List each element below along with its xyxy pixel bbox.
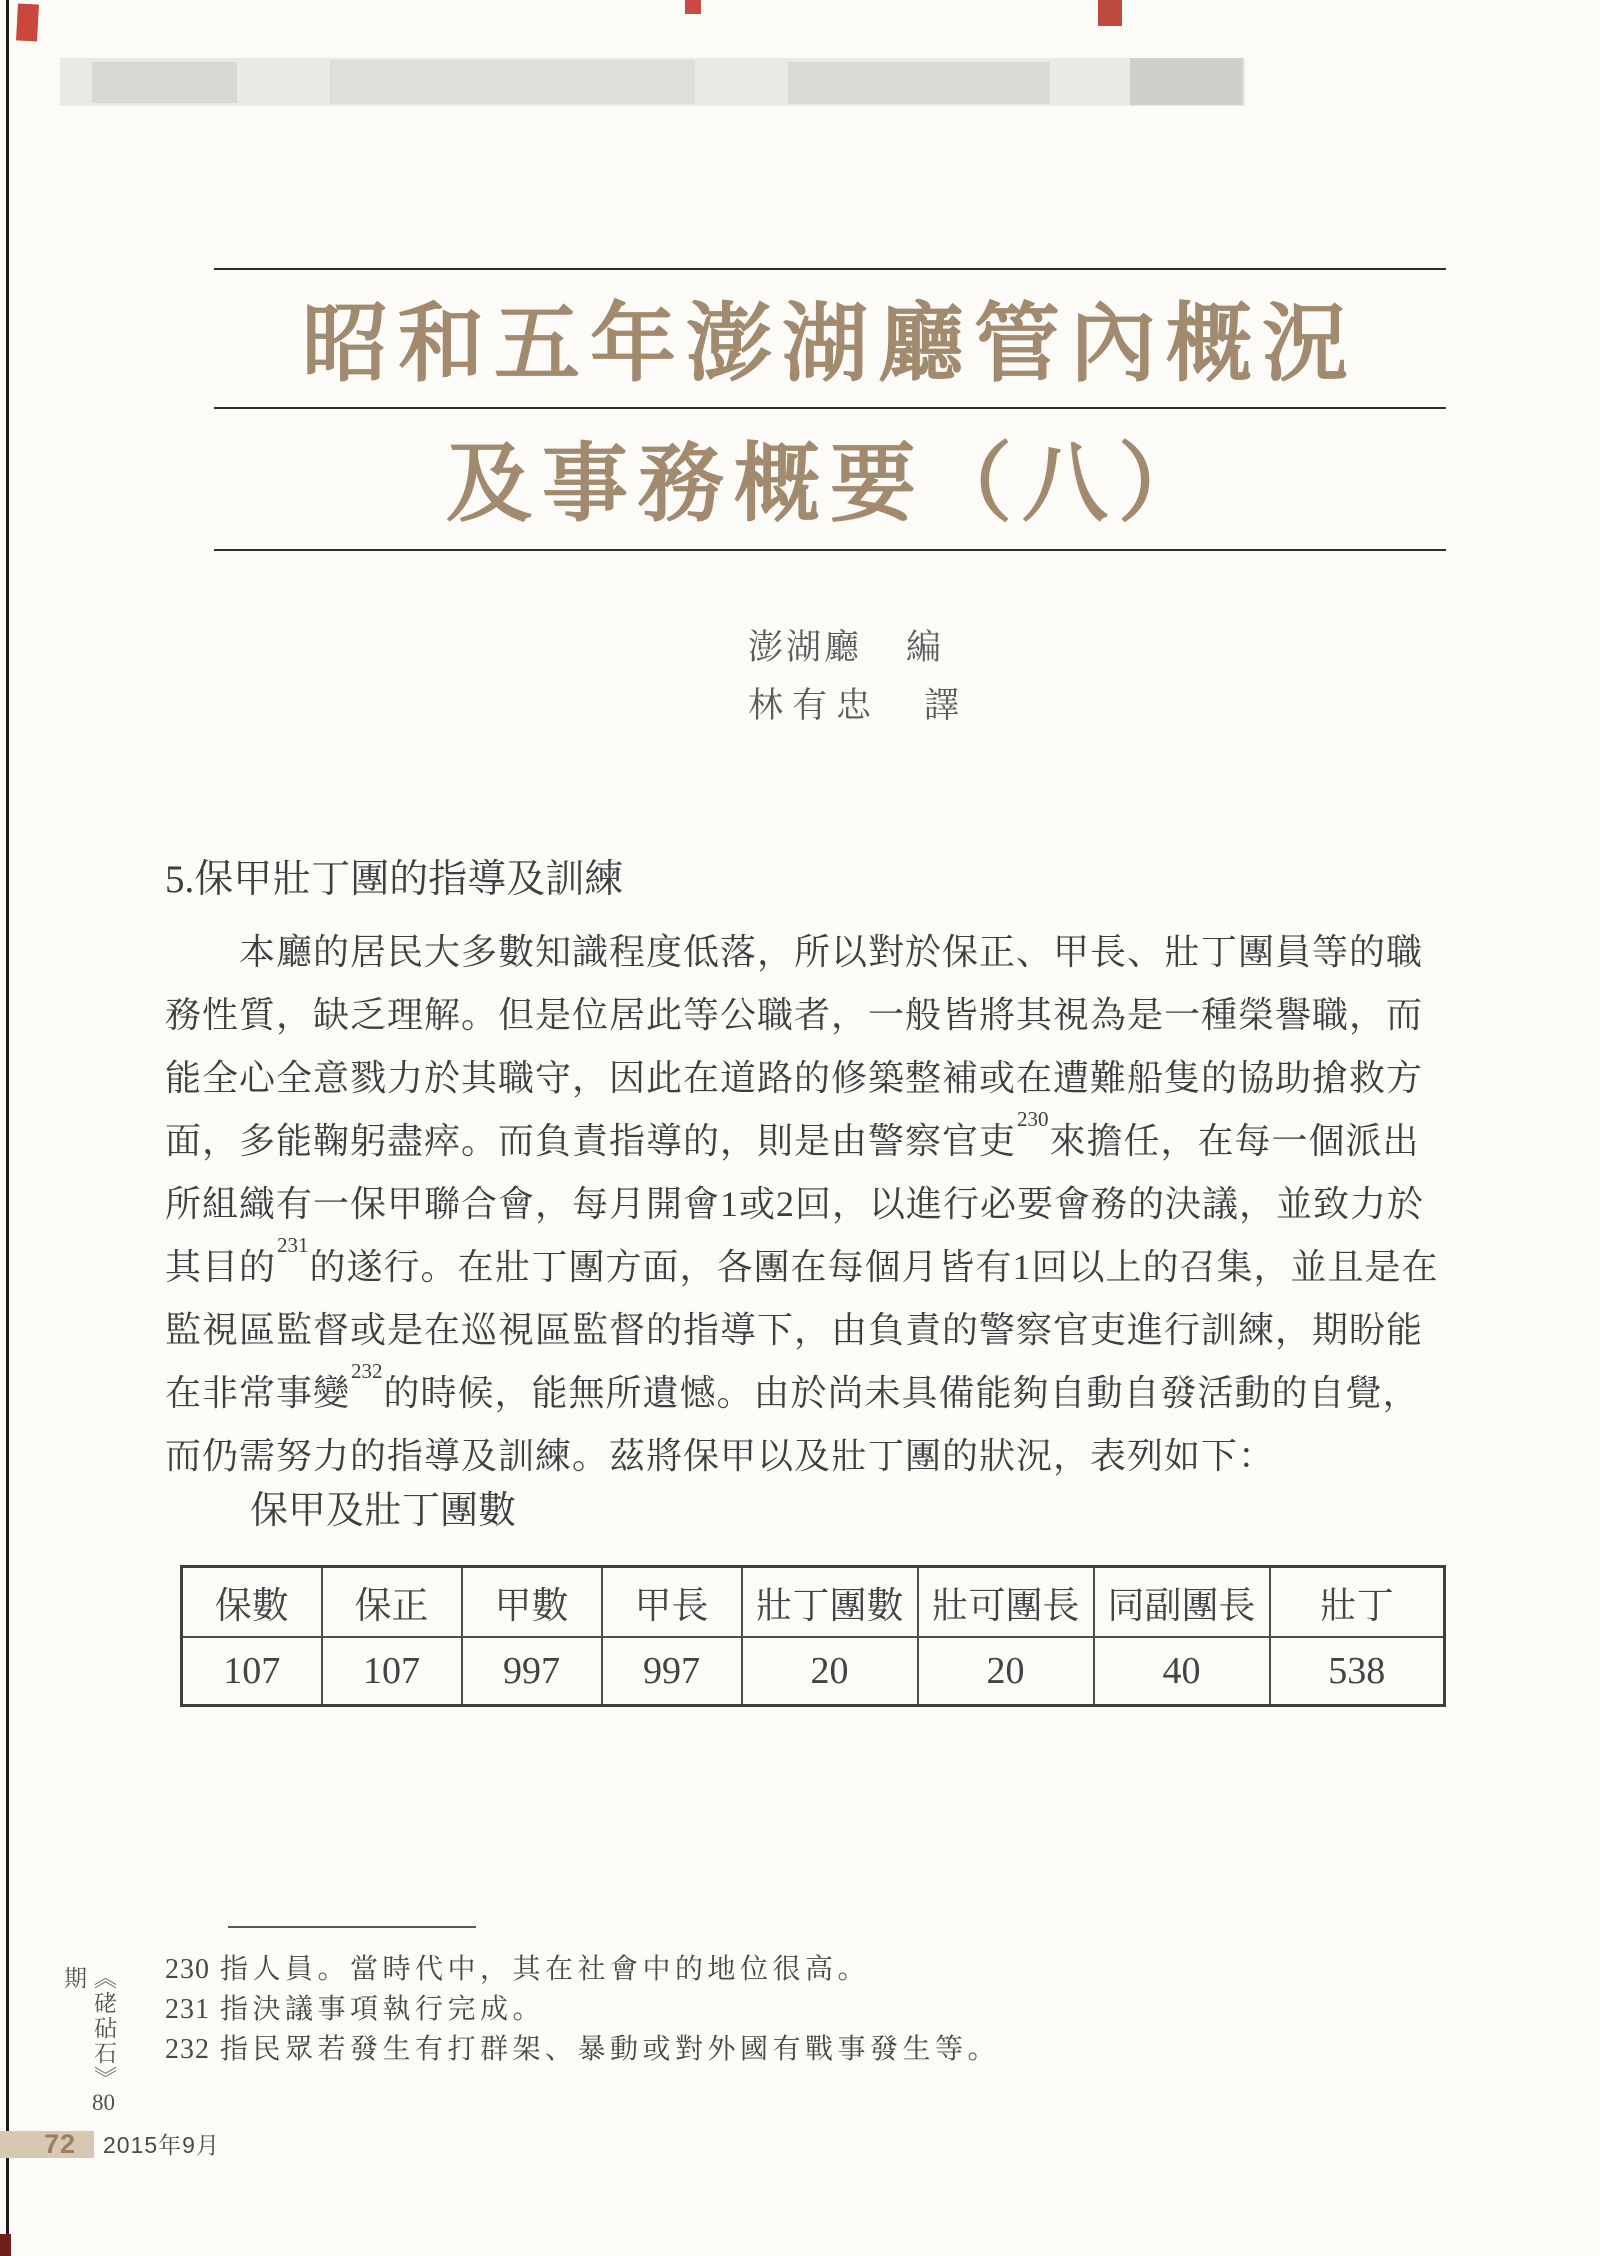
body-text-segment: 的時候，能無所遺憾。由於尚未具備能夠自動自發活動的自覺，: [383, 1373, 1420, 1413]
footnote-reference: 230: [1017, 1107, 1049, 1131]
article-title-line2: 及事務概要（八）: [446, 436, 1214, 532]
body-text-segment: 來擔任，在每一個派出: [1049, 1121, 1420, 1161]
col-header: 保數: [182, 1567, 322, 1638]
scan-artifact-smudge: [1130, 58, 1243, 105]
body-text-line: [165, 1233, 1439, 1299]
col-header: 壯丁: [1270, 1567, 1445, 1638]
red-registration-mark: [16, 3, 39, 41]
table-header-row: [182, 1567, 1445, 1638]
body-text-line: [165, 921, 1427, 984]
credit-editor-name: 澎湖廳: [748, 628, 863, 667]
col-header: 甲數: [462, 1567, 602, 1638]
footnote-reference: 231: [277, 1233, 309, 1257]
footnote-number: 231: [165, 1994, 210, 2025]
scan-left-edge-line: [6, 0, 9, 2256]
body-text-segment: 監視區監督或是在巡視區監督的指導下，由負責的警察官吏進行訓練，期盼能: [165, 1310, 1424, 1350]
section-heading: 5.保甲壯丁團的指導及訓練: [165, 858, 624, 901]
credit-editor-role: 編: [906, 628, 945, 667]
col-header: 壯丁團數: [742, 1567, 918, 1638]
footnote-text: 指民眾若發生有打群架、暴動或對外國有戰事發生等。: [220, 2034, 1001, 2065]
table-caption: 保甲及壯丁團數: [250, 1490, 517, 1532]
footnote-text: 指人員。當時代中，其在社會中的地位很高。: [220, 1954, 871, 1985]
credit-translator-name: 林有忠: [748, 686, 881, 725]
footnote: [165, 2030, 1065, 2070]
footnotes: [165, 1950, 1065, 2070]
body-paragraph: [165, 921, 1439, 1488]
footnote-text: 指決議事項執行完成。: [220, 1994, 546, 2025]
red-registration-mark: [685, 0, 701, 14]
footnote-reference: 232: [351, 1359, 383, 1383]
issue-date: 2015年9月: [103, 2132, 220, 2158]
table-data-row: [182, 1637, 1445, 1706]
col-header: 甲長: [602, 1567, 742, 1638]
journal-issue-unit: 期: [61, 1966, 86, 1991]
body-text-segment: 面，多能鞠躬盡瘁。而負責指導的，則是由警察官吏: [165, 1121, 1017, 1161]
table-cell: 538: [1270, 1637, 1445, 1706]
table-cell: 40: [1094, 1637, 1270, 1706]
title-rule-top: [214, 268, 1446, 270]
footnote: [165, 1990, 1065, 2030]
baojia-statistics-table: [180, 1565, 1446, 1707]
scan-corner-mark: [0, 2234, 11, 2256]
scan-artifact-smudge: [788, 62, 1050, 104]
body-text-line: [165, 984, 1427, 1047]
page-number: 72: [44, 2129, 77, 2159]
table-cell: 997: [602, 1637, 742, 1706]
journal-name: 《硓砧石》: [91, 1966, 116, 2091]
col-header: 壯可團長: [918, 1567, 1094, 1638]
article-title-line1: 昭和五年澎湖廳管內概況: [302, 296, 1358, 392]
table-cell: 997: [462, 1637, 602, 1706]
journal-title-vertical: [58, 1966, 118, 2136]
col-header: 同副團長: [1094, 1567, 1270, 1638]
red-registration-mark: [1098, 0, 1122, 26]
body-text-line: [165, 1425, 1427, 1488]
body-text-segment: 能全心全意戮力於其職守，因此在道路的修築整補或在遭難船隻的協助搶救方: [165, 1058, 1424, 1098]
body-text-segment: 而仍需努力的指導及訓練。茲將保甲以及壯丁團的狀況，表列如下：: [165, 1436, 1276, 1476]
journal-issue-number: 80: [92, 2091, 115, 2114]
table-cell: 20: [742, 1637, 918, 1706]
body-text-segment: 務性質，缺乏理解。但是位居此等公職者，一般皆將其視為是一種榮譽職，而: [165, 995, 1424, 1035]
body-text-segment: 的遂行。在壯丁團方面，各團在每個月皆有1回以上的召集，並且是在: [309, 1247, 1439, 1287]
table-cell: 107: [322, 1637, 462, 1706]
body-text-line: [165, 1173, 1427, 1236]
credit-translator-role: 譯: [924, 686, 969, 725]
body-text-segment: 本廳的居民大多數知識程度低落，所以對於保正、甲長、壯丁團員等的職: [239, 932, 1424, 972]
footnote: [165, 1950, 1065, 1990]
table-cell: 107: [182, 1637, 322, 1706]
body-text-line: [165, 1107, 1427, 1173]
footnote-number: 232: [165, 2034, 210, 2065]
title-rule-bottom: [214, 549, 1446, 551]
body-text-segment: 所組織有一保甲聯合會，每月開會1或2回，以進行必要會務的決議，並致力於: [165, 1184, 1425, 1224]
scan-artifact-smudge: [92, 62, 237, 103]
col-header: 保正: [322, 1567, 462, 1638]
body-text-segment: 在非常事變: [165, 1373, 351, 1413]
footnote-separator-rule: [228, 1926, 476, 1928]
credit-editor: [748, 630, 1008, 665]
credit-translator: [748, 688, 1008, 723]
title-rule-middle: [214, 407, 1446, 409]
body-text-line: [165, 1359, 1427, 1425]
scan-artifact-smudge: [330, 60, 695, 104]
table-cell: 20: [918, 1637, 1094, 1706]
body-text-segment: 其目的: [165, 1247, 277, 1287]
body-text-line: [165, 1047, 1427, 1110]
body-text-line: [165, 1299, 1427, 1362]
footnote-number: 230: [165, 1954, 210, 1985]
